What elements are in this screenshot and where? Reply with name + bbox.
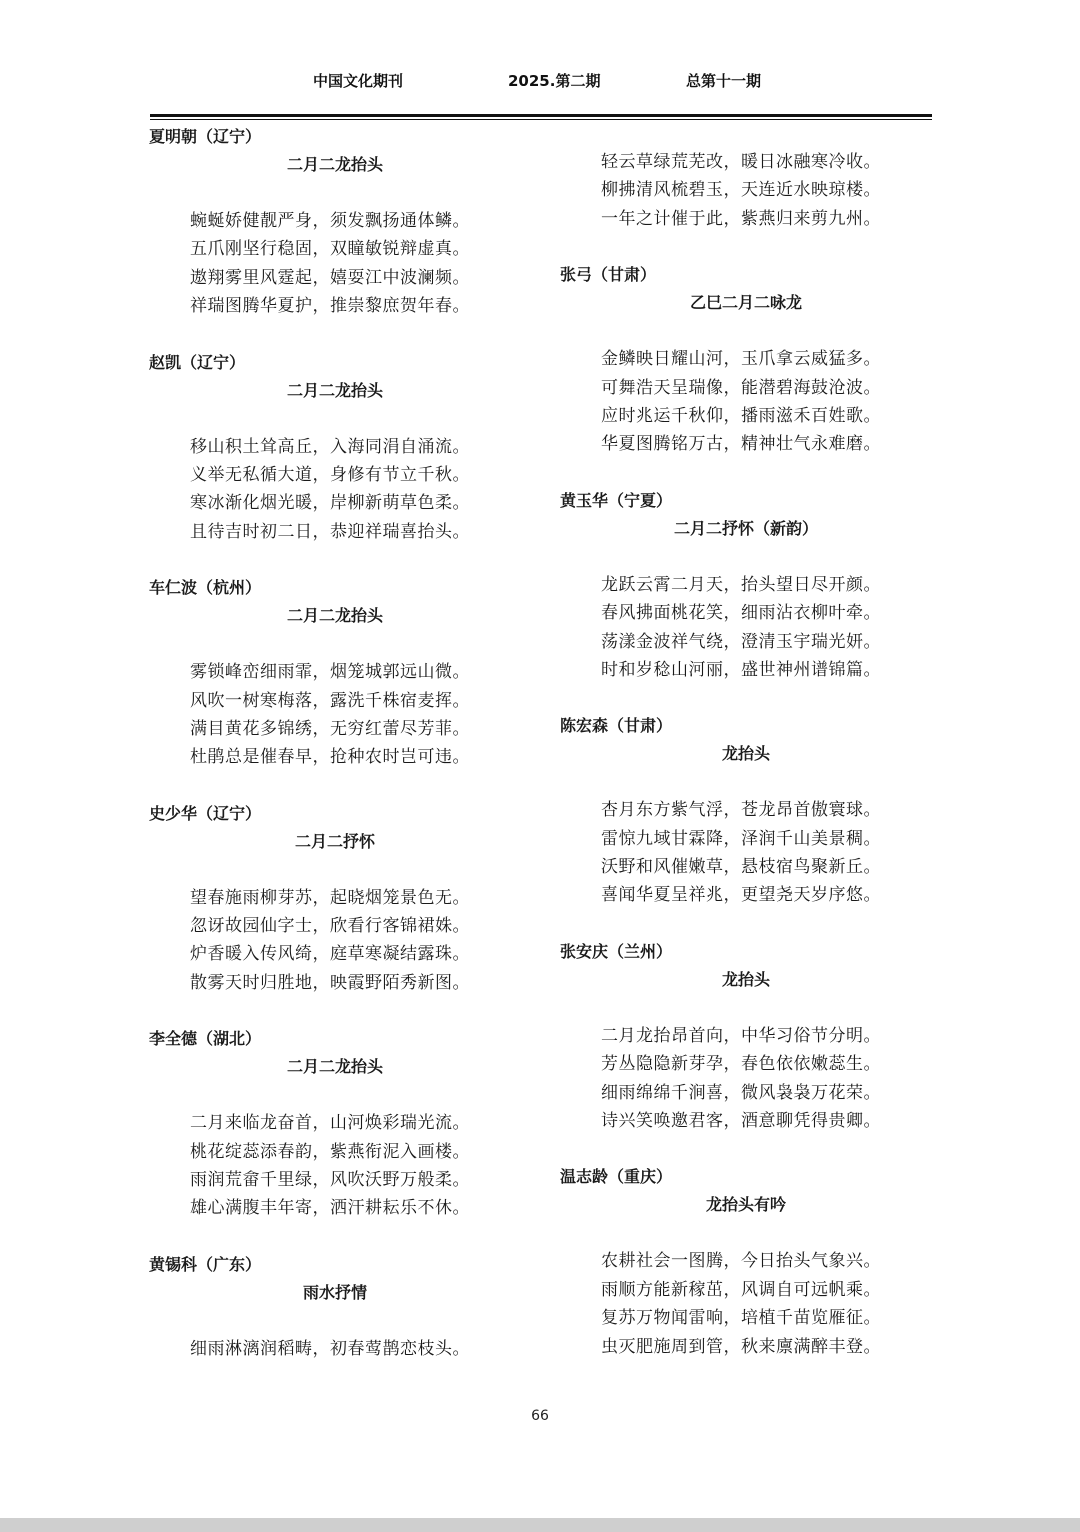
issue-label: 2025.第二期 xyxy=(508,72,601,90)
poem-author: 黄锡科（广东） xyxy=(149,1254,262,1274)
poem-line: 满目黄花多锦绣，无穷红蕾尽芳菲。 xyxy=(190,718,470,739)
poem-block xyxy=(560,148,900,233)
poem-author: 赵凯（辽宁） xyxy=(149,352,246,372)
poem-line: 杏月东方紫气浮，苍龙昂首傲寰球。 xyxy=(601,800,881,821)
poem-author: 夏明朝（辽宁） xyxy=(149,127,262,146)
poem-lines xyxy=(149,658,489,772)
poem-title: 二月二龙抬头 xyxy=(286,380,383,400)
poem-lines xyxy=(560,796,900,910)
poem-line: 义举无私循大道，身修有节立千秋。 xyxy=(190,464,470,485)
poem-line: 二月来临龙奋首，山河焕彩瑞光流。 xyxy=(190,1113,470,1134)
poem-title: 二月二龙抬头 xyxy=(286,155,383,174)
poem-line: 沃野和风催嫩草，悬枝宿鸟聚新丘。 xyxy=(601,857,881,878)
poem-title: 雨水抒情 xyxy=(302,1282,367,1302)
poem-line: 一年之计催于此，紫燕归来剪九州。 xyxy=(601,208,881,229)
poem-line: 寒冰渐化烟光暖，岸柳新萌草色柔。 xyxy=(190,493,470,514)
poem-line: 细雨绵绵千涧喜，微风袅袅万花荣。 xyxy=(601,1082,881,1103)
poem-lines xyxy=(149,433,489,547)
poem-block xyxy=(149,349,489,547)
poem-line: 龙跃云霄二月天，抬头望日尽开颜。 xyxy=(601,574,881,595)
poem-block xyxy=(560,712,900,910)
poem-author: 史少华（辽宁） xyxy=(149,803,262,823)
poem-title: 二月二抒怀（新韵） xyxy=(673,518,818,538)
poem-line: 遨翔雾里风霆起，嬉耍江中波澜频。 xyxy=(190,267,470,288)
poem-line: 可舞浩天呈瑞像，能潜碧海鼓沧波。 xyxy=(601,377,881,398)
poem-line: 时和岁稔山河丽，盛世神州谱锦篇。 xyxy=(601,659,881,680)
left-column xyxy=(149,120,489,1363)
poem-line: 应时兆运千秋仰，播雨滋禾百姓歌。 xyxy=(601,405,881,426)
poem-block xyxy=(149,1251,489,1363)
poem-lines xyxy=(560,571,900,685)
poem-line: 雨润荒畲千里绿，风吹沃野万般柔。 xyxy=(190,1170,470,1191)
poem-line: 诗兴笑唤邀君客，酒意聊凭得贵卿。 xyxy=(601,1111,881,1132)
right-column xyxy=(560,148,900,1361)
total-issue-label: 总第十一期 xyxy=(686,72,762,90)
poem-line: 虫灭肥施周到管，秋来廪满醉丰登。 xyxy=(601,1336,881,1357)
poem-title: 二月二抒怀 xyxy=(294,831,375,851)
poem-author: 张安庆（兰州） xyxy=(560,941,673,961)
poem-author: 温志龄（重庆） xyxy=(560,1167,673,1187)
poem-author: 李全德（湖北） xyxy=(149,1029,262,1049)
poem-line: 雨顺方能新稼茁，风调自可远帆乘。 xyxy=(601,1279,881,1300)
poem-title: 龙抬头 xyxy=(721,744,770,764)
poem-line: 柳拂清风梳碧玉，天连近水映琼楼。 xyxy=(601,180,881,201)
poem-title: 龙抬头 xyxy=(721,969,770,989)
poem-line: 杜鹃总是催春早，抢种农时岂可违。 xyxy=(190,747,470,768)
poem-line: 风吹一树寒梅落，露洗千株宿麦挥。 xyxy=(190,690,470,711)
poem-author: 车仁波（杭州） xyxy=(149,578,262,598)
poem-line: 金鳞映日耀山河，玉爪拿云威猛多。 xyxy=(601,349,881,370)
poem-line: 春风拂面桃花笑，细雨沾衣柳叶牵。 xyxy=(601,603,881,624)
poem-author: 陈宏森（甘肃） xyxy=(560,716,673,736)
poem-line: 二月龙抬昂首向，中华习俗节分明。 xyxy=(601,1025,881,1046)
poem-line: 荡漾金波祥气绕，澄清玉宇瑞光妍。 xyxy=(601,631,881,652)
poem-lines xyxy=(149,884,489,998)
poem-block xyxy=(560,261,900,459)
poem-line: 蜿蜒娇健靓严身，须发飘扬通体鳞。 xyxy=(190,211,470,231)
header-rule-thick xyxy=(150,114,932,117)
poem-line: 祥瑞图腾华夏护，推崇黎庶贺年春。 xyxy=(190,296,470,317)
poem-line: 桃花绽蕊添春韵，紫燕衔泥入画楼。 xyxy=(190,1141,470,1162)
bottom-scroll-bar xyxy=(0,1518,1080,1532)
poem-line: 炉香暖入传风绮，庭草寒凝结露珠。 xyxy=(190,944,470,965)
poem-line: 复苏万物闻雷响，培植千苗览雁征。 xyxy=(601,1308,881,1329)
poem-lines xyxy=(149,207,489,321)
poem-line: 喜闻华夏呈祥兆，更望尧天岁序悠。 xyxy=(601,885,881,906)
poem-block xyxy=(560,1163,900,1361)
poem-author: 黄玉华（宁夏） xyxy=(560,490,673,510)
poem-line: 轻云草绿荒芜改，暖日冰融寒冷收。 xyxy=(601,152,881,172)
poem-line: 雾锁峰峦细雨霏，烟笼城郭远山微。 xyxy=(190,662,470,683)
poem-author: 张弓（甘肃） xyxy=(560,265,657,285)
poem-title: 二月二龙抬头 xyxy=(286,1057,383,1077)
page-number: 66 xyxy=(531,1408,549,1424)
poem-block xyxy=(560,938,900,1136)
poem-line: 细雨淋漓润稻畴，初春莺鹊恋枝头。 xyxy=(190,1338,470,1359)
poem-lines xyxy=(560,345,900,459)
poem-line: 移山积土耸高丘，入海同涓自涌流。 xyxy=(190,436,470,457)
poem-line: 雄心满腹丰年寄，洒汗耕耘乐不休。 xyxy=(190,1198,470,1219)
poem-lines xyxy=(560,1022,900,1136)
poem-line: 农耕社会一图腾，今日抬头气象兴。 xyxy=(601,1251,881,1272)
poem-line: 散雾天时归胜地，映霞野陌秀新图。 xyxy=(190,972,470,993)
journal-title: 中国文化期刊 xyxy=(313,72,404,90)
poem-line: 雷惊九域甘霖降，泽润千山美景稠。 xyxy=(601,828,881,849)
poem-block xyxy=(149,800,489,998)
poem-line: 五爪刚坚行稳固，双瞳敏锐辩虚真。 xyxy=(190,239,470,260)
poem-block xyxy=(149,123,489,321)
poem-block xyxy=(149,1025,489,1223)
poem-lines xyxy=(149,1335,489,1363)
poem-title: 龙抬头有吟 xyxy=(705,1195,786,1215)
poem-line: 芳丛隐隐新芽孕，春色依依嫩蕊生。 xyxy=(601,1054,881,1075)
poem-title: 乙巳二月二咏龙 xyxy=(689,293,802,313)
poem-block xyxy=(149,574,489,772)
poem-block xyxy=(560,487,900,685)
poem-line: 望春施雨柳芽苏，起晓烟笼景色无。 xyxy=(190,887,470,908)
poem-line: 华夏图腾铭万古，精神壮气永难磨。 xyxy=(601,434,881,455)
poem-line: 且待吉时初二日，恭迎祥瑞喜抬头。 xyxy=(190,521,470,542)
poem-line: 忽讶故园仙字士，欣看行客锦裙姝。 xyxy=(190,916,470,937)
poem-lines xyxy=(149,1109,489,1223)
poem-lines xyxy=(560,1247,900,1361)
poem-title: 二月二龙抬头 xyxy=(286,606,383,626)
poem-lines xyxy=(560,148,900,233)
